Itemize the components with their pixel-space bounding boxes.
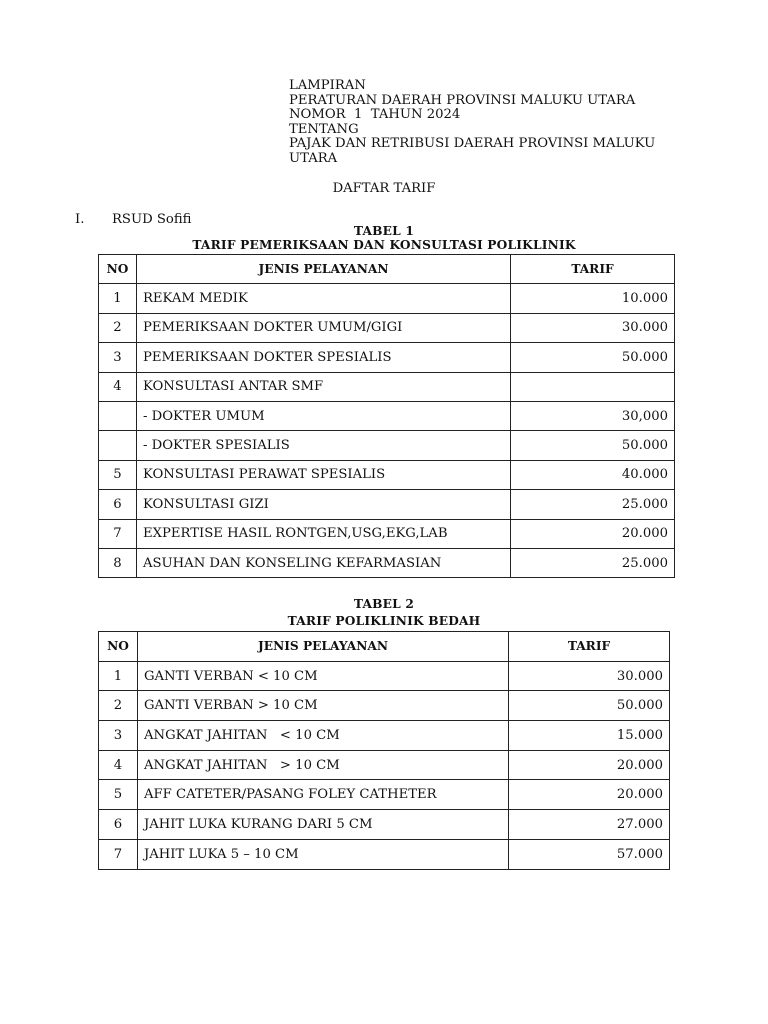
cell-no: 8 (99, 548, 137, 577)
tariff-table-1 (98, 254, 675, 578)
column-header-no: NO (99, 255, 137, 284)
table2-title: TARIF POLIKLINIK BEDAH (287, 614, 481, 628)
header-line: PERATURAN DAERAH PROVINSI MALUKU UTARA (289, 92, 636, 108)
cell-jenis-pelayanan: AFF CATETER/PASANG FOLEY CATHETER (138, 780, 509, 810)
table-row (99, 343, 675, 372)
table-row (99, 431, 675, 460)
cell-tarif: 50.000 (509, 691, 670, 721)
cell-jenis-pelayanan: REKAM MEDIK (137, 284, 511, 313)
table-row (99, 490, 675, 519)
cell-no (99, 431, 137, 460)
cell-tarif: 30.000 (511, 313, 675, 342)
cell-no: 2 (99, 691, 138, 721)
column-header-jenis: JENIS PELAYANAN (138, 632, 509, 662)
cell-no: 3 (99, 343, 137, 372)
cell-jenis-pelayanan: ANGKAT JAHITAN > 10 CM (138, 750, 509, 780)
cell-no (99, 401, 137, 430)
cell-tarif: 50.000 (511, 343, 675, 372)
table-row (99, 661, 670, 691)
cell-tarif: 57.000 (509, 839, 670, 869)
cell-tarif: 15.000 (509, 721, 670, 751)
table-row (99, 460, 675, 489)
section-number: I. (75, 212, 85, 227)
column-header-jenis: JENIS PELAYANAN (137, 255, 511, 284)
cell-no: 2 (99, 313, 137, 342)
header-line: NOMOR 1 TAHUN 2024 (289, 107, 461, 122)
cell-tarif: 50.000 (511, 431, 675, 460)
cell-no: 1 (99, 284, 137, 313)
table-row (99, 780, 670, 810)
table-header-row (99, 255, 675, 284)
cell-no: 4 (99, 750, 138, 780)
lampiran-header (289, 79, 655, 166)
cell-tarif: 20.000 (509, 750, 670, 780)
header-line: PAJAK DAN RETRIBUSI DAERAH PROVINSI MALUKU (289, 136, 656, 151)
cell-tarif: 30,000 (511, 401, 675, 430)
cell-jenis-pelayanan: EXPERTISE HASIL RONTGEN,USG,EKG,LAB (137, 519, 511, 548)
cell-jenis-pelayanan: GANTI VERBAN < 10 CM (138, 661, 509, 691)
cell-jenis-pelayanan: ASUHAN DAN KONSELING KEFARMASIAN (137, 548, 511, 577)
cell-jenis-pelayanan: PEMERIKSAAN DOKTER SPESIALIS (137, 343, 511, 372)
cell-tarif: 20.000 (509, 780, 670, 810)
cell-tarif (511, 372, 675, 401)
cell-tarif: 27.000 (509, 810, 670, 840)
cell-no: 3 (99, 721, 138, 751)
cell-jenis-pelayanan: GANTI VERBAN > 10 CM (138, 691, 509, 721)
cell-tarif: 25.000 (511, 548, 675, 577)
cell-tarif: 20.000 (511, 519, 675, 548)
table-row (99, 721, 670, 751)
table-row (99, 401, 675, 430)
table-row (99, 839, 670, 869)
cell-jenis-pelayanan: PEMERIKSAAN DOKTER UMUM/GIGI (137, 313, 511, 342)
table-row (99, 313, 675, 342)
table-row (99, 519, 675, 548)
column-header-no: NO (99, 632, 138, 662)
table-row (99, 691, 670, 721)
cell-jenis-pelayanan: KONSULTASI PERAWAT SPESIALIS (137, 460, 511, 489)
header-line: TENTANG (289, 121, 359, 137)
cell-jenis-pelayanan: KONSULTASI ANTAR SMF (137, 372, 511, 401)
table1-title: TARIF PEMERIKSAAN DAN KONSULTASI POLIKLINIK (192, 238, 576, 252)
cell-no: 6 (99, 810, 138, 840)
cell-tarif: 40.000 (511, 460, 675, 489)
cell-jenis-pelayanan: - DOKTER UMUM (137, 401, 511, 430)
table-header-row (99, 632, 670, 662)
cell-no: 5 (99, 780, 138, 810)
header-line: UTARA (289, 150, 338, 166)
cell-jenis-pelayanan: KONSULTASI GIZI (137, 490, 511, 519)
cell-no: 1 (99, 661, 138, 691)
cell-no: 7 (99, 839, 138, 869)
cell-jenis-pelayanan: ANGKAT JAHITAN < 10 CM (138, 721, 509, 751)
table-row (99, 810, 670, 840)
cell-no: 5 (99, 460, 137, 489)
cell-jenis-pelayanan: JAHIT LUKA 5 – 10 CM (138, 839, 509, 869)
table1-caption: TABEL 1 (353, 224, 415, 238)
section-label: RSUD Sofifi (112, 212, 192, 227)
cell-no: 7 (99, 519, 137, 548)
tariff-table-2 (98, 631, 670, 870)
column-header-tarif: TARIF (509, 632, 670, 662)
document-title: DAFTAR TARIF (332, 181, 436, 196)
table-row (99, 284, 675, 313)
cell-jenis-pelayanan: JAHIT LUKA KURANG DARI 5 CM (138, 810, 509, 840)
table2-caption: TABEL 2 (353, 597, 415, 611)
table-row (99, 750, 670, 780)
table-row (99, 548, 675, 577)
table-row (99, 372, 675, 401)
cell-tarif: 25.000 (511, 490, 675, 519)
cell-no: 6 (99, 490, 137, 519)
cell-no: 4 (99, 372, 137, 401)
cell-tarif: 10.000 (511, 284, 675, 313)
cell-tarif: 30.000 (509, 661, 670, 691)
column-header-tarif: TARIF (511, 255, 675, 284)
header-line: LAMPIRAN (289, 78, 366, 93)
cell-jenis-pelayanan: - DOKTER SPESIALIS (137, 431, 511, 460)
